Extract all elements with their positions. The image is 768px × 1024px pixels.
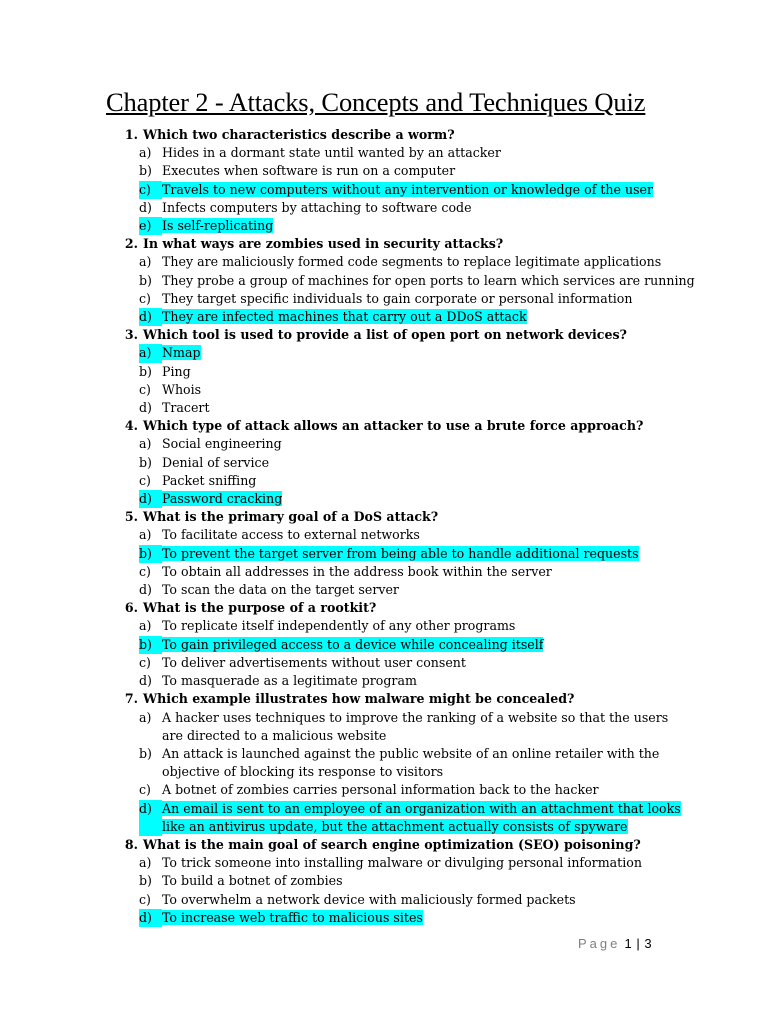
option-text: Whois — [162, 381, 202, 397]
answer-option — [100, 617, 690, 635]
question-number: 8. — [124, 836, 138, 852]
option-text: An email is sent to an employee of an organization with an attachment that looks like an antivirus update, but the attachment actually consists of spyware — [162, 800, 681, 834]
option-text: To scan the data on the target server — [162, 582, 399, 598]
answer-option — [100, 654, 690, 672]
option-letter: c) — [139, 782, 151, 798]
answer-option — [100, 435, 690, 453]
question-line — [100, 508, 690, 526]
question-text: What is the primary goal of a DoS attack? — [143, 509, 439, 525]
page-total: 3 — [644, 936, 653, 951]
option-letter: b) — [139, 363, 152, 379]
answer-option-correct — [100, 217, 690, 235]
option-letter: d) — [139, 490, 162, 508]
option-letter: b) — [139, 163, 152, 179]
question-text: Which type of attack allows an attacker to use a brute force approach? — [143, 418, 644, 434]
answer-option — [100, 472, 690, 490]
answer-option — [100, 872, 690, 890]
option-text: Packet sniffing — [162, 472, 257, 488]
page-title: Chapter 2 - Attacks, Concepts and Techniques Quiz — [106, 87, 646, 117]
answer-option — [100, 581, 690, 599]
option-letter: b) — [139, 636, 162, 654]
option-letter: a) — [139, 527, 152, 543]
option-text: To gain privileged access to a device while concealing itself — [162, 636, 544, 652]
option-text: To replicate itself independently of any other programs — [162, 618, 516, 634]
question-number: 5. — [124, 509, 138, 525]
answer-option — [100, 745, 690, 781]
answer-option — [100, 363, 690, 381]
option-letter: d) — [139, 673, 152, 689]
question-text: In what ways are zombies used in security attacks? — [143, 236, 504, 252]
option-letter: d) — [139, 582, 152, 598]
question-line — [100, 690, 690, 708]
option-text: To overwhelm a network device with maliciously formed packets — [162, 891, 576, 907]
question-number: 3. — [124, 327, 138, 343]
question-line — [100, 836, 690, 854]
question-list — [100, 126, 695, 927]
question-block — [100, 508, 690, 599]
answer-option-correct — [100, 800, 690, 836]
option-letter: c) — [139, 181, 162, 199]
option-text: Social engineering — [162, 436, 282, 452]
question-text: Which tool is used to provide a list of open port on network devices? — [143, 327, 627, 343]
page-footer — [578, 936, 652, 951]
question-block — [100, 417, 690, 508]
question-block — [100, 126, 690, 235]
question-line — [100, 326, 690, 344]
question-line — [100, 599, 690, 617]
option-text: Is self-replicating — [162, 218, 274, 234]
answer-option — [100, 563, 690, 581]
question-number: 2. — [124, 236, 138, 252]
answer-option-correct — [100, 909, 690, 927]
option-letter: a) — [139, 145, 152, 161]
option-text: To masquerade as a legitimate program — [162, 673, 417, 689]
option-letter: a) — [139, 254, 152, 270]
option-text: Executes when software is run on a computer — [162, 163, 456, 179]
option-text: To obtain all addresses in the address book within the server — [162, 563, 552, 579]
option-letter: b) — [139, 545, 162, 563]
question-line — [100, 126, 690, 144]
answer-option — [100, 199, 690, 217]
option-text: To facilitate access to external networks — [162, 527, 420, 543]
answer-option — [100, 781, 690, 799]
option-text: To trick someone into installing malware or divulging personal information — [162, 855, 642, 871]
option-letter: c) — [139, 290, 151, 306]
option-letter: a) — [139, 855, 152, 871]
option-letter: b) — [139, 745, 152, 761]
answer-option — [100, 144, 690, 162]
option-letter: a) — [139, 436, 152, 452]
option-letter: b) — [139, 873, 152, 889]
answer-option — [100, 709, 690, 745]
option-letter: e) — [139, 217, 162, 235]
answer-option-correct — [100, 308, 690, 326]
option-letter: a) — [139, 709, 152, 725]
answer-option — [100, 381, 690, 399]
option-letter: d) — [139, 400, 152, 416]
option-text: To increase web traffic to malicious sites — [162, 909, 423, 925]
question-number: 6. — [124, 600, 138, 616]
page-separator: | — [636, 936, 641, 951]
option-text: They are maliciously formed code segments to replace legitimate applications — [162, 254, 662, 270]
answer-option-correct — [100, 545, 690, 563]
option-letter: c) — [139, 563, 151, 579]
answer-option-correct — [100, 636, 690, 654]
answer-option-correct — [100, 490, 690, 508]
option-text: To prevent the target server from being able to handle additional requests — [162, 545, 639, 561]
answer-option — [100, 162, 690, 180]
option-text: Password cracking — [162, 491, 283, 507]
page-word: Page — [578, 936, 621, 951]
question-text: Which two characteristics describe a worm? — [143, 127, 455, 142]
question-block — [100, 326, 690, 417]
question-number: 7. — [124, 691, 138, 707]
answer-option — [100, 854, 690, 872]
answer-option — [100, 672, 690, 690]
option-text: A botnet of zombies carries personal information back to the hacker — [162, 782, 599, 798]
answer-option — [100, 891, 690, 909]
option-text: To deliver advertisements without user consent — [162, 654, 466, 670]
option-letter: b) — [139, 454, 152, 470]
answer-option-correct — [100, 344, 690, 362]
option-text: They target specific individuals to gain corporate or personal information — [162, 290, 633, 306]
option-text: An attack is launched against the public website of an online retailer with the objective of blocking its response to visitors — [162, 745, 660, 780]
answer-option — [100, 253, 690, 271]
answer-option — [100, 290, 690, 308]
option-letter: a) — [139, 618, 152, 634]
answer-option — [100, 526, 690, 544]
option-text: Travels to new computers without any intervention or knowledge of the user — [162, 181, 654, 197]
question-block — [100, 599, 690, 690]
question-block — [100, 235, 695, 326]
question-number: 1. — [124, 127, 138, 142]
option-text: To build a botnet of zombies — [162, 873, 343, 889]
option-text: Hides in a dormant state until wanted by an attacker — [162, 145, 501, 161]
answer-option — [100, 272, 695, 290]
option-letter: c) — [139, 472, 151, 488]
question-number: 4. — [124, 418, 138, 434]
option-text: Denial of service — [162, 454, 270, 470]
option-letter: c) — [139, 891, 151, 907]
option-text: Ping — [162, 363, 191, 379]
option-text: They probe a group of machines for open ports to learn which services are running — [162, 272, 695, 288]
option-letter: c) — [139, 654, 151, 670]
option-text: Infects computers by attaching to software code — [162, 199, 472, 215]
page-current: 1 — [624, 936, 633, 951]
option-text: Tracert — [162, 400, 210, 416]
answer-option-correct — [100, 181, 690, 199]
question-line — [100, 235, 690, 253]
question-text: What is the main goal of search engine optimization (SEO) poisoning? — [143, 836, 641, 852]
option-letter: d) — [139, 308, 162, 326]
option-text: A hacker uses techniques to improve the ranking of a website so that the users are directed to a malicious website — [162, 709, 669, 743]
answer-option — [100, 454, 690, 472]
question-block — [100, 836, 690, 927]
option-letter: b) — [139, 272, 152, 288]
option-letter: c) — [139, 381, 151, 397]
answer-option — [100, 399, 690, 417]
option-letter: d) — [139, 800, 162, 836]
option-letter: d) — [139, 909, 162, 927]
option-letter: a) — [139, 344, 162, 362]
option-letter: d) — [139, 199, 152, 215]
question-block — [100, 690, 690, 836]
question-text: What is the purpose of a rootkit? — [143, 600, 377, 616]
question-text: Which example illustrates how malware might be concealed? — [143, 691, 575, 707]
option-text: Nmap — [162, 345, 201, 361]
option-text: They are infected machines that carry out a DDoS attack — [162, 309, 527, 325]
question-line — [100, 417, 690, 435]
